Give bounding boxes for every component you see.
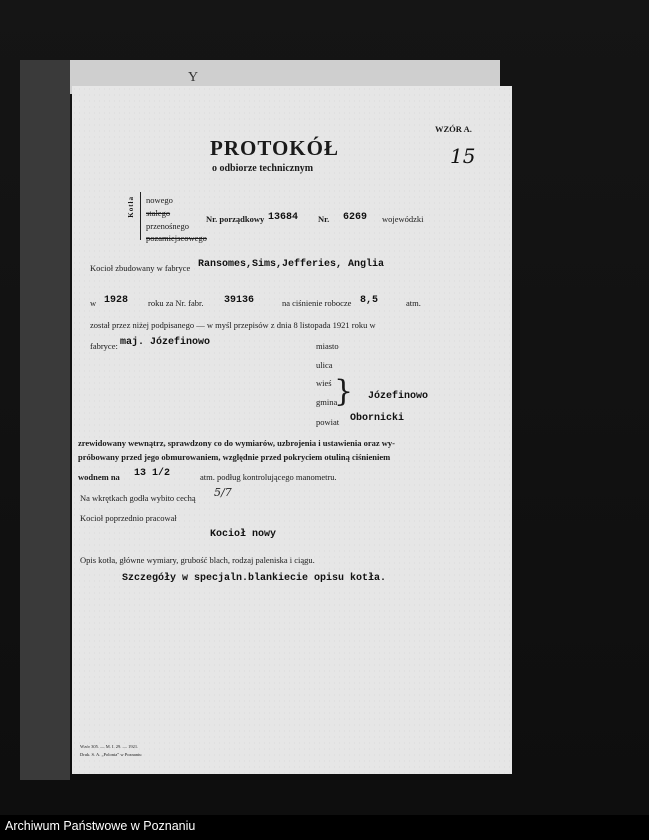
w-label: w bbox=[90, 298, 97, 308]
wodnem-value: 13 1/2 bbox=[134, 468, 171, 479]
miasto-label: miasto bbox=[316, 341, 339, 351]
document-title: PROTOKÓŁ bbox=[210, 136, 339, 160]
form-label: WZÓR A. bbox=[435, 124, 472, 134]
year-value: 1928 bbox=[104, 295, 129, 306]
document-subtitle: o odbiorze technicznym bbox=[212, 163, 314, 174]
archive-caption: Archiwum Państwowe w Poznaniu bbox=[5, 819, 196, 833]
paragraph-line-1: zrewidowany wewnątrz, sprawdzony co do wymiarów, uzbrojenia i ustawienia oraz wy- bbox=[78, 438, 395, 448]
gmina-value: Józefinowo bbox=[368, 391, 429, 402]
atm-label: atm. bbox=[406, 298, 421, 308]
cecha-label: Na wkrętkach godła wybito cechą bbox=[80, 493, 196, 503]
brace-symbol: } bbox=[334, 374, 354, 409]
wies-label: wieś bbox=[316, 378, 332, 388]
paragraph-line-2: próbowany przed jego obmurowaniem, względnie przed pokryciem otuliną ciśnieniem bbox=[78, 452, 391, 462]
footer-print-line-2: Druk. S. A. „Polonia” w Poznaniu bbox=[80, 752, 142, 757]
factory-value: Ransomes,Sims,Jefferies, Anglia bbox=[198, 259, 385, 270]
fabr-value: 39136 bbox=[224, 295, 255, 306]
back-sheet-mark: Y bbox=[188, 70, 199, 85]
type-option-2: stałego bbox=[146, 208, 171, 218]
bracket-line bbox=[140, 192, 141, 240]
page-number: 15 bbox=[450, 144, 476, 168]
regulation-line: został przez niżej podpisanego — w myśl przepisów z dnia 8 listopada 1921 roku w bbox=[90, 320, 376, 330]
type-option-4: pozamiejscowego bbox=[146, 233, 207, 243]
powiat-value: Obornicki bbox=[350, 413, 405, 424]
archive-caption-bar bbox=[0, 815, 649, 840]
nr-porzadkowy-value: 13684 bbox=[268, 212, 299, 223]
previous-label: Kocioł poprzednio pracował bbox=[80, 513, 177, 523]
nr-value: 6269 bbox=[343, 212, 368, 223]
footer-print-line-1: Wzór 305. — M. I. 29. — 1921. bbox=[80, 744, 139, 749]
fabryce-value: maj. Józefinowo bbox=[120, 337, 211, 348]
opis-value: Szczegóły w specjaln.blankiecie opisu kotła. bbox=[122, 573, 387, 584]
pressure-label: na ciśnienie robocze bbox=[282, 298, 352, 308]
cecha-stamp: 5/7 bbox=[214, 486, 232, 499]
wojewodzki-label: wojewódzki bbox=[382, 214, 424, 224]
wodnem-label: wodnem na bbox=[78, 472, 120, 482]
nr-porzadkowy-label: Nr. porządkowy bbox=[206, 214, 265, 224]
pressure-value: 8,5 bbox=[360, 295, 379, 306]
folder-edge bbox=[20, 60, 70, 780]
fabryce-label: fabryce: bbox=[90, 341, 118, 351]
nr-label: Nr. bbox=[318, 214, 330, 224]
previous-value: Kocioł nowy bbox=[210, 529, 277, 540]
ulica-label: ulica bbox=[316, 360, 333, 370]
gmina-label: gmina bbox=[316, 397, 338, 407]
factory-label: Kocioł zbudowany w fabryce bbox=[90, 263, 191, 273]
powiat-label: powiat bbox=[316, 417, 340, 427]
wodnem-tail: atm. podług kontrolującego manometru. bbox=[200, 472, 337, 482]
vertical-label: Kotła bbox=[127, 196, 135, 218]
type-option-3: przenośnego bbox=[146, 221, 189, 231]
opis-label: Opis kotła, główne wymiary, grubość blach, rodzaj paleniska i ciągu. bbox=[80, 555, 315, 565]
protocol-document bbox=[72, 86, 512, 774]
type-option-1: nowego bbox=[146, 195, 173, 205]
roku-label: roku za Nr. fabr. bbox=[148, 298, 204, 308]
